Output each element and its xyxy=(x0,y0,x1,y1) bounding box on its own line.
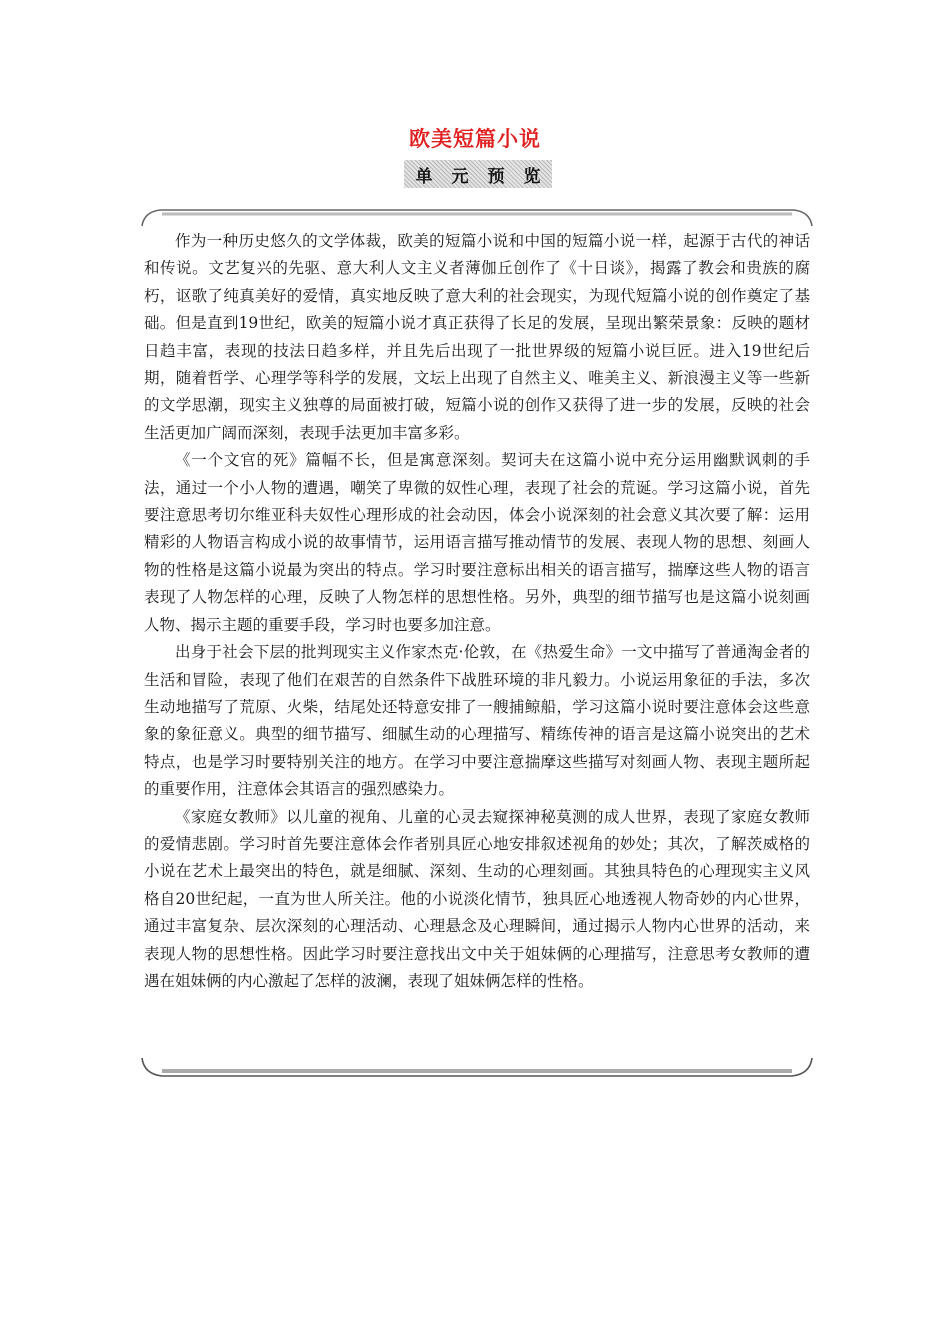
paragraph: 出身于社会下层的批判现实主义作家杰克·伦敦，在《热爱生命》一文中描写了普通淘金者的生活和冒险，表现了他们在艰苦的自然条件下战胜环境的非凡毅力。小说运用象征的手法，多次生动地描写了荒原、火柴，结尾处还特意安排了一艘捕鲸船，学习这篇小说时要注意体会这些意象的象征意义。典型的细节描写、细腻生动的心理描写、精练传神的语言是这篇小说突出的艺术特点，也是学习时要特别关注的地方。在学习中要注意揣摩这些描写对刻画人物、表现主题所起的重要作用，注意体会其语言的强烈感染力。 xyxy=(144,643,810,799)
section-badge-char: 预 xyxy=(487,166,505,187)
paragraph: 作为一种历史悠久的文学体裁，欧美的短篇小说和中国的短篇小说一样，起源于古代的神话和传说。文艺复兴的先驱、意大利人文主义者薄伽丘创作了《十日谈》，揭露了教会和贵族的腐朽，讴歌了纯真美好的爱情，真实地反映了意大利的社会现实，为现代短篇小说的创作奠定了基础。但是直到19世纪，欧美的短篇小说才真正获得了长足的发展，呈现出繁荣景象：反映的题材日趋丰富，表现的技法日趋多样，并且先后出现了一批世界级的短篇小说巨匠。进入19世纪后期，随着哲学、心理学等科学的发展，文坛上出现了自然主义、唯美主义、新浪漫主义等一些新的文学思潮，现实主义独尊的局面被打破，短篇小说的创作又获得了进一步的发展，反映的社会生活更加广阔而深刻，表现手法更加丰富多彩。 xyxy=(144,232,810,442)
frame-bottom-border xyxy=(140,1056,814,1080)
paragraph: 《家庭女教师》以儿童的视角、儿童的心灵去窥探神秘莫测的成人世界，表现了家庭女教师的爱情悲剧。学习时首先要注意体会作者别具匠心地安排叙述视角的妙处；其次，了解茨威格的小说在艺术上最突出的特色，就是细腻、深刻、生动的心理刻画。其独具特色的心理现实主义风格自20世纪起，一直为世人所关注。他的小说淡化情节，独具匠心地透视人物奇妙的内心世界，通过丰富复杂、层次深刻的心理活动、心理悬念及心理瞬间，通过揭示人物内心世界的活动，来表现人物的思想性格。因此学习时要注意找出文中关于姐妹俩的心理描写，注意思考女教师的遭遇在姐妹俩的内心激起了怎样的波澜，表现了姐妹俩怎样的性格。 xyxy=(144,807,810,990)
section-badge-char: 览 xyxy=(523,166,541,187)
content-body xyxy=(144,228,810,995)
paragraph: 《一个文官的死》篇幅不长，但是寓意深刻。契诃夫在这篇小说中充分运用幽默讽刺的手法，通过一个小人物的遭遇，嘲笑了卑微的奴性心理，表现了社会的荒诞。学习这篇小说，首先要注意思考切尔维亚科夫奴性心理形成的社会动因，体会小说深刻的社会意义其次要了解：运用精彩的人物语言构成小说的故事情节，运用语言描写推动情节的发展、表现人物的思想、刻画人物的性格是这篇小说最为突出的特点。学习时要注意标出相关的语言描写，揣摩这些人物的语言表现了人物怎样的心理，反映了人物怎样的思想性格。另外，典型的细节描写也是这篇小说刻画人物、揭示主题的重要手段，学习时也要多加注意。 xyxy=(144,451,810,634)
section-badge-char: 元 xyxy=(451,166,469,187)
section-badge-char: 单 xyxy=(415,166,433,187)
section-badge xyxy=(404,160,552,188)
frame-top-border xyxy=(140,207,814,227)
page-title: 欧美短篇小说 xyxy=(409,126,541,151)
